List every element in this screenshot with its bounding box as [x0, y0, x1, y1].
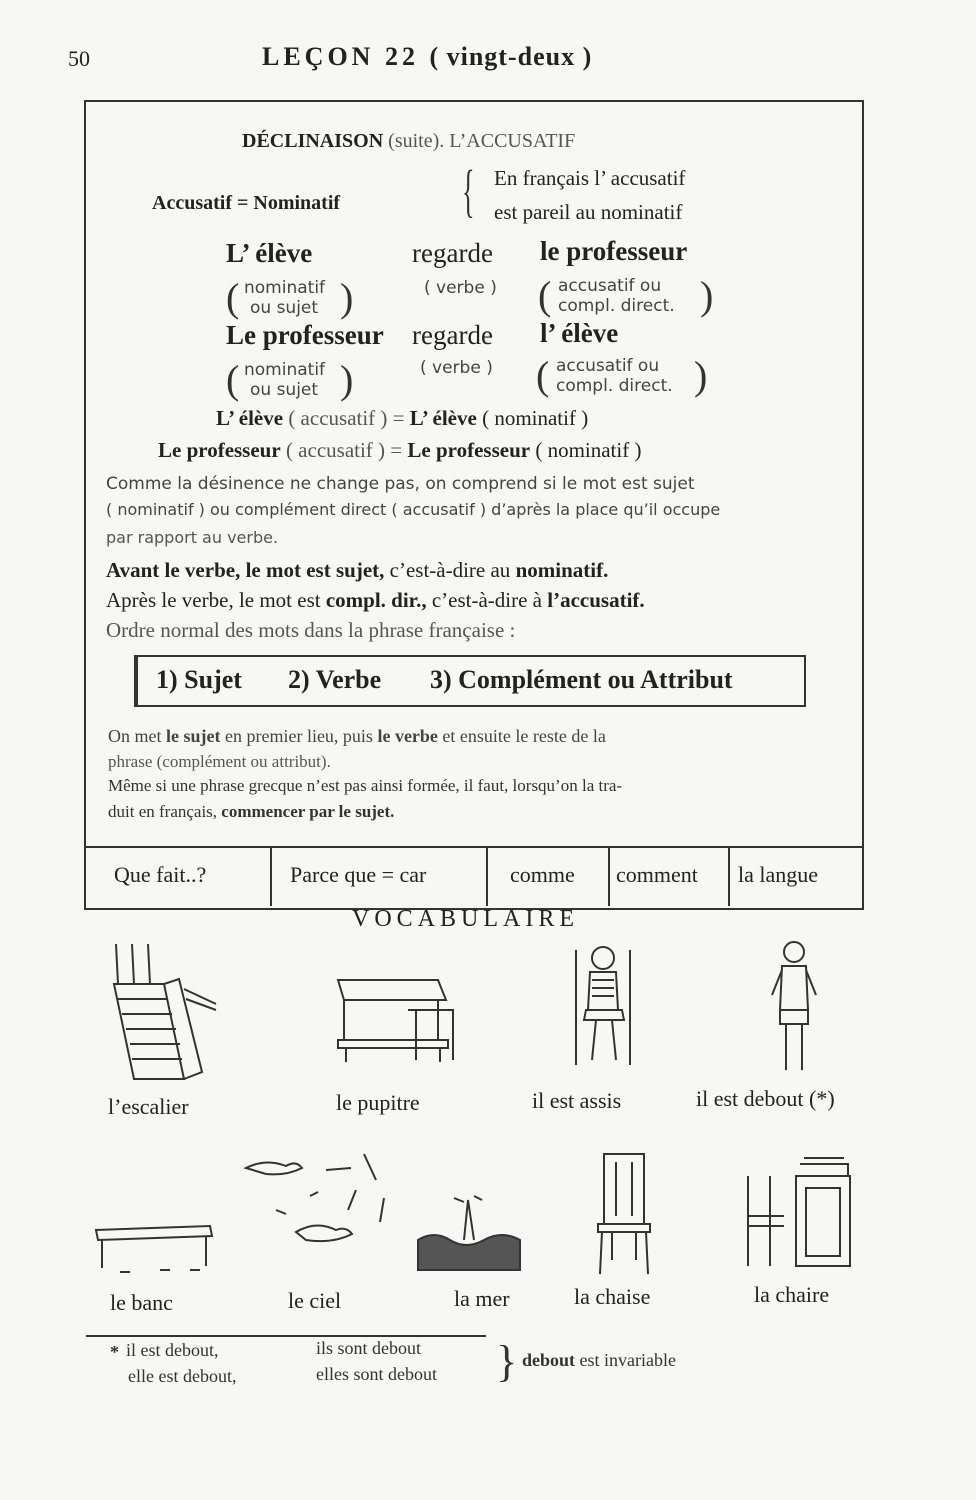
ex1-object: le professeur: [540, 236, 688, 266]
footnote-l2-b: elles sont debout: [316, 1364, 437, 1384]
apres-rule: [106, 588, 645, 613]
paren-open: (: [538, 273, 552, 318]
ex1-object-note-2: compl. direct.: [558, 296, 675, 316]
ex2-subject-note-1: nominatif: [244, 360, 326, 380]
caption-chaise: la chaise: [574, 1284, 651, 1309]
caption-mer: la mer: [454, 1286, 510, 1311]
apres-c: c’est-à-dire à: [431, 588, 542, 612]
note-line-1: En français l’ accusatif: [494, 166, 686, 190]
avant-c: c’est-à-dire au: [389, 558, 511, 582]
footnote-star: *: [110, 1342, 119, 1362]
ordre-box: [134, 655, 806, 707]
sky-illustration: [236, 1150, 406, 1260]
vocab-cell: [610, 848, 730, 906]
footnote-note-bold: debout: [522, 1350, 576, 1370]
lesson-title: [262, 42, 592, 72]
bench-illustration: [90, 1220, 220, 1280]
vocab-bar: [84, 846, 864, 910]
apres-a: Après le verbe, le mot est: [106, 588, 321, 612]
equality-1: [216, 406, 588, 431]
ex1-subject: L’ élève: [226, 238, 313, 268]
lesson-label: LEÇON 22: [262, 42, 419, 71]
vocab-cell: [272, 848, 488, 906]
brace-left: {: [462, 158, 475, 223]
footnote-note: [522, 1350, 676, 1371]
apres-b: compl. dir.,: [325, 588, 427, 612]
vocab-cell-text: comme: [510, 862, 575, 887]
rule-line-1: [108, 726, 606, 747]
caption-assis: il est assis: [532, 1088, 622, 1113]
paren-close: ): [700, 273, 714, 318]
explanation-line-2: ( nominatif ) ou complément direct ( accusatif ) d’après la place qu’il occupe: [106, 500, 721, 519]
rule-line-4-b: commencer par le sujet.: [221, 802, 395, 821]
caption-ciel: le ciel: [288, 1288, 342, 1313]
avant-rule: [106, 558, 608, 583]
avant-d: nominatif.: [515, 558, 609, 582]
ordre-verbe: 2) Verbe: [288, 665, 382, 694]
explanation-line-3: par rapport au verbe.: [106, 528, 279, 547]
sea-illustration: [414, 1190, 524, 1280]
ex2-object-note-2: compl. direct.: [556, 376, 673, 396]
rule-b: le sujet: [166, 726, 221, 746]
ex1-verb-note: ( verbe ): [424, 278, 497, 298]
vocab-cell-text: la langue: [738, 862, 819, 887]
eq2-d: ( nominatif ): [535, 438, 642, 462]
ex2-subject-note-2: ou sujet: [250, 380, 319, 400]
eq1-d: ( nominatif ): [482, 406, 589, 430]
vocab-cell-text: Que fait..?: [114, 862, 207, 887]
paren-open: (: [226, 357, 240, 402]
rule-line-4-a: duit en français,: [108, 802, 218, 821]
caption-banc: le banc: [110, 1290, 173, 1315]
rule-d: le verbe: [377, 726, 438, 746]
declinaison-title: [242, 130, 575, 153]
paren-close: ): [340, 357, 354, 402]
vocab-cell: [84, 848, 272, 906]
footnote-brace: }: [496, 1337, 518, 1386]
caption-chaire: la chaire: [754, 1282, 830, 1307]
desk-illustration: [328, 970, 458, 1070]
paren-close: ): [694, 353, 708, 398]
caption-pupitre: le pupitre: [336, 1090, 420, 1115]
equation: Accusatif = Nominatif: [152, 192, 341, 214]
ordre-sujet: 1) Sujet: [156, 665, 242, 694]
eq2-b: ( accusatif ) =: [285, 438, 403, 462]
pulpit-illustration: [740, 1156, 860, 1276]
vocabulaire-heading: VOCABULAIRE: [352, 906, 579, 932]
ordre-complement: 3) Complément ou Attribut: [430, 665, 733, 694]
eq2-a: Le professeur: [158, 438, 281, 462]
footnote-rule: [86, 1335, 486, 1337]
eq2-c: Le professeur: [407, 438, 531, 462]
declinaison-title-bold: DÉCLINAISON: [242, 130, 384, 152]
ex2-object: l’ élève: [540, 318, 619, 348]
rule-c: en premier lieu, puis: [224, 726, 373, 746]
paren-open: (: [226, 275, 240, 320]
page-number: 50: [68, 46, 90, 71]
vocab-cell-text: comment: [616, 862, 698, 887]
lesson-subtitle: ( vingt-deux ): [429, 42, 593, 71]
chair-illustration: [594, 1150, 654, 1280]
explanation-line-1: Comme la désinence ne change pas, on comprend si le mot est sujet: [106, 474, 695, 494]
ex2-verb: regarde: [412, 320, 493, 350]
rule-a: On met: [108, 726, 162, 746]
rule-e: et ensuite le reste de la: [442, 726, 606, 746]
stairs-illustration: [104, 944, 224, 1084]
footnote-l2-a: elle est debout,: [128, 1366, 237, 1386]
caption-escalier: l’escalier: [108, 1094, 189, 1119]
seated-boy-illustration: [566, 940, 646, 1070]
ordre-intro: Ordre normal des mots dans la phrase française :: [106, 618, 516, 642]
ex2-verb-note: ( verbe ): [420, 358, 493, 378]
ex2-subject: Le professeur: [226, 320, 384, 350]
footnote-note-rest: est invariable: [579, 1350, 676, 1370]
vocab-cell: [488, 848, 610, 906]
eq1-a: L’ élève: [216, 406, 284, 430]
rule-line-2: phrase (complément ou attribut).: [108, 752, 331, 771]
ex2-object-note-1: accusatif ou: [556, 356, 660, 376]
paren-close: ): [340, 275, 354, 320]
paren-open: (: [536, 353, 550, 398]
caption-debout: il est debout (*): [696, 1086, 835, 1111]
note-line-2: est pareil au nominatif: [494, 200, 683, 224]
ex1-verb: regarde: [412, 238, 493, 268]
footnote-l1-b: ils sont debout: [316, 1338, 422, 1358]
footnote-l1-a: il est debout,: [126, 1340, 219, 1360]
rule-line-3: Même si une phrase grecque n’est pas ainsi formée, il faut, lorsqu’on la tra-: [108, 776, 623, 795]
eq1-c: L’ élève: [409, 406, 477, 430]
declinaison-title-rest: (suite). L’ACCUSATIF: [388, 130, 576, 152]
standing-boy-illustration: [764, 940, 824, 1080]
avant-b: sujet,: [335, 558, 385, 582]
eq1-b: ( accusatif ) =: [288, 406, 405, 430]
ex1-subject-note-2: ou sujet: [250, 298, 319, 318]
rule-line-4: [108, 802, 394, 822]
equality-2: [158, 438, 641, 463]
ex1-subject-note-1: nominatif: [244, 278, 326, 298]
ex1-object-note-1: accusatif ou: [558, 276, 662, 296]
avant-a: Avant le verbe, le mot est: [106, 558, 331, 582]
apres-d: l’accusatif.: [547, 588, 645, 612]
vocab-cell-text: Parce que = car: [290, 862, 427, 887]
vocab-cell: [730, 848, 864, 906]
